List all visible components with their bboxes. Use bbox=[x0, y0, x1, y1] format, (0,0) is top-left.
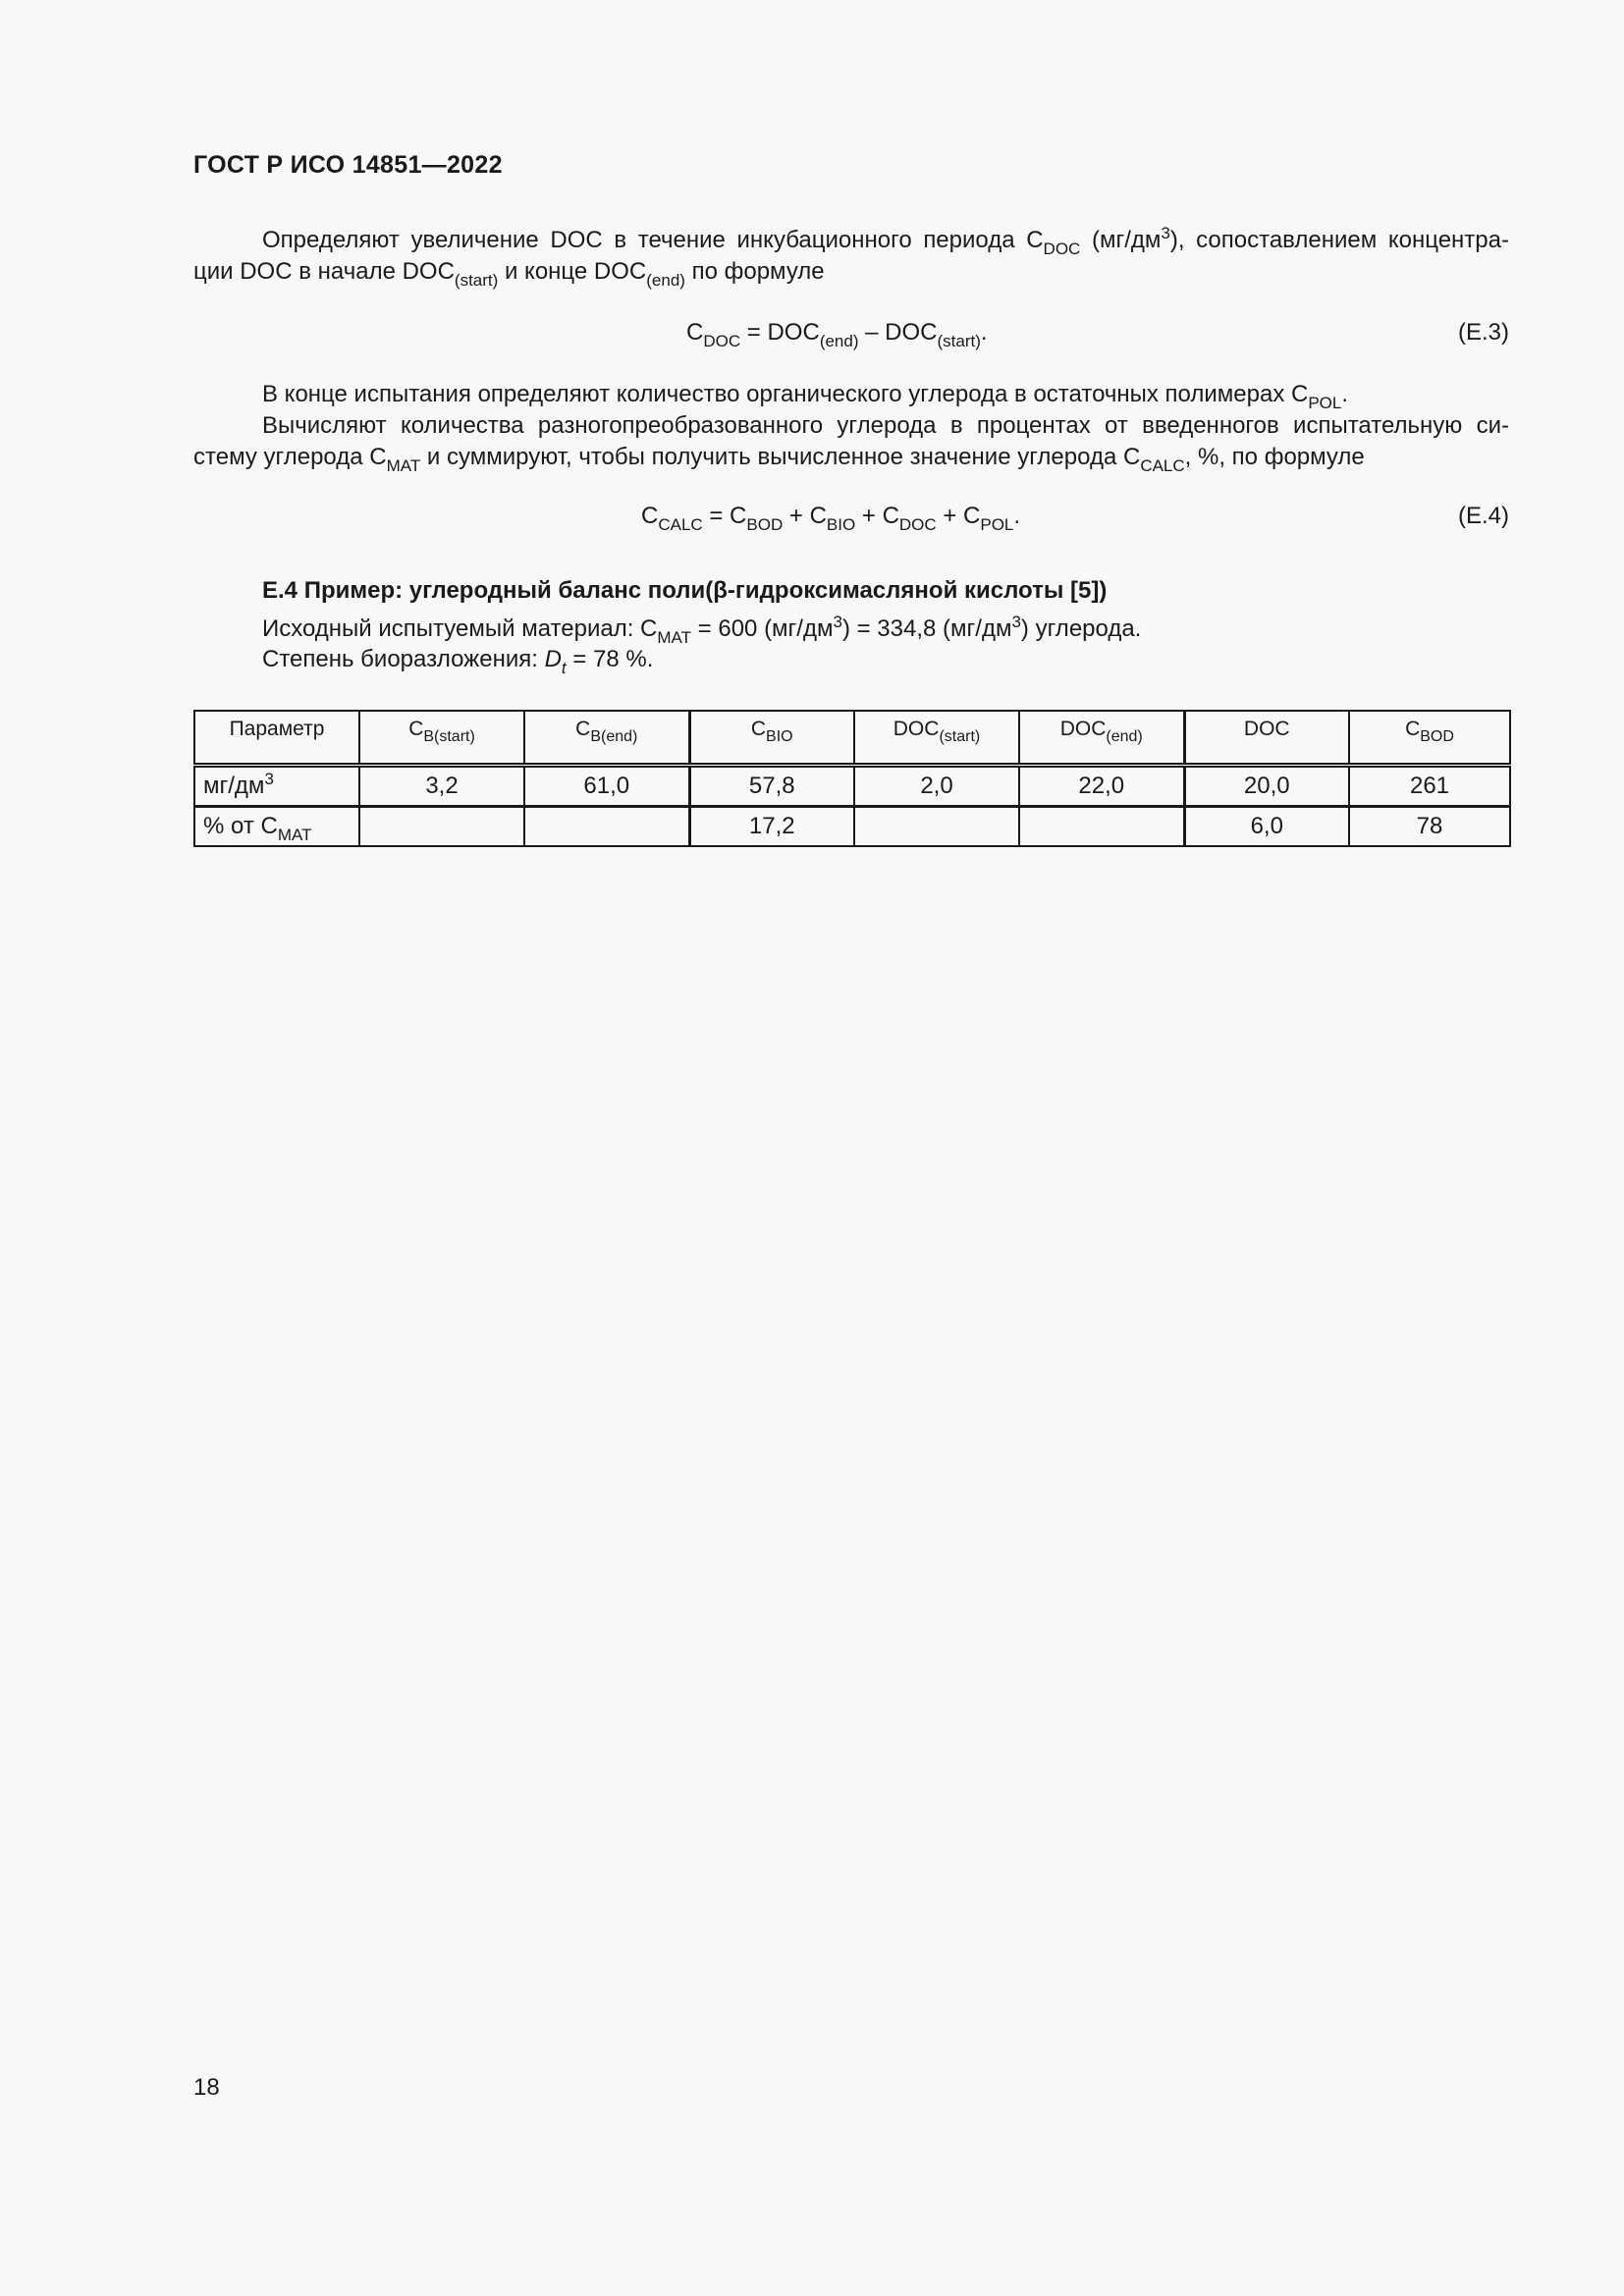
page-number: 18 bbox=[193, 2074, 220, 2101]
initial-material-line: Исходный испытуемый материал: $C_{MAT} = 600$ $(мг/дм^3) = 334,8$ $(мг/дм^3)$ углерода. bbox=[262, 613, 1142, 647]
table-cell: 17,2 bbox=[689, 807, 854, 847]
row-label: % от $C_{MAT}$ bbox=[194, 807, 359, 847]
header-c-bio: $C_{BIO}$ bbox=[689, 711, 854, 766]
table-cell: 78 bbox=[1349, 807, 1510, 847]
formula-expression: $C_{DOC} = DOC_{(end)} - DOC_{(start)}$. bbox=[686, 319, 988, 350]
table-cell: 261 bbox=[1349, 766, 1510, 807]
paragraph-doc-increase bbox=[193, 225, 1509, 288]
table-cell bbox=[1019, 807, 1184, 847]
header-c-bod: $C_{BOD}$ bbox=[1349, 711, 1510, 766]
table-cell bbox=[359, 807, 524, 847]
paragraph-carbon-calc bbox=[193, 379, 1509, 473]
table-cell: 3,2 bbox=[359, 766, 524, 807]
table-row bbox=[194, 807, 1510, 847]
formula-expression: $C_{CALC} = C_{BOD} + C_{BIO} + C_{DOC} + C_{POL}$. bbox=[641, 503, 1021, 534]
formula-e3 bbox=[193, 317, 1509, 352]
header-doc-end: $DOC_{(end)}$ bbox=[1019, 711, 1184, 766]
paragraph-line: Определяют увеличение DOC в течение инкубационного периода $C_{DOC}$ $(мг/дм^3)$, сопоставлением концентра- bbox=[262, 224, 1509, 258]
table-row bbox=[194, 766, 1510, 807]
table-cell: 22,0 bbox=[1019, 766, 1184, 807]
biodegradation-line: Степень биоразложения: $D_t = 78$ %. bbox=[262, 646, 654, 677]
header-c-b-end: $C_{B(end)}$ bbox=[524, 711, 689, 766]
equation-number: (E.3) bbox=[1457, 319, 1509, 346]
header-doc-start: $DOC_{(start)}$ bbox=[854, 711, 1019, 766]
table-header-row bbox=[194, 711, 1510, 766]
table-cell: 20,0 bbox=[1184, 766, 1349, 807]
equation-number: (E.4) bbox=[1457, 503, 1509, 529]
header-parameter: Параметр bbox=[194, 711, 359, 766]
document-code: ГОСТ Р ИСО 14851—2022 bbox=[193, 151, 503, 179]
paragraph-line: В конце испытания определяют количество органического углерода в остаточных полимерах $C_{POL}$. bbox=[262, 381, 1349, 412]
paragraph-line: стему углерода $C_{MAT}$ и суммируют, чтобы получить вычисленное значение углерода $C_{CALC}$, %, по формуле bbox=[193, 444, 1365, 475]
table-cell: 6,0 bbox=[1184, 807, 1349, 847]
table-cell: 2,0 bbox=[854, 766, 1019, 807]
table-cell: 57,8 bbox=[689, 766, 854, 807]
table-cell: 61,0 bbox=[524, 766, 689, 807]
formula-e4 bbox=[193, 501, 1509, 536]
section-heading: E.4 Пример: углеродный баланс поли(β-гидроксимасляной кислоты [5]) bbox=[262, 577, 1108, 604]
table-cell bbox=[524, 807, 689, 847]
header-c-b-start: $C_{B(start)}$ bbox=[359, 711, 524, 766]
table-cell bbox=[854, 807, 1019, 847]
paragraph-line: Вычисляют количества разногопреобразованного углерода в процентах от введенногов испытательную си- bbox=[262, 412, 1509, 439]
paragraph-line: ции DOC в начале $DOC_{(start)}$ и конце $DOC_{(end)}$ по формуле bbox=[193, 258, 825, 290]
carbon-balance-table bbox=[193, 710, 1511, 847]
row-label: $мг/дм^3$ bbox=[194, 766, 359, 807]
header-doc: DOC bbox=[1184, 711, 1349, 766]
